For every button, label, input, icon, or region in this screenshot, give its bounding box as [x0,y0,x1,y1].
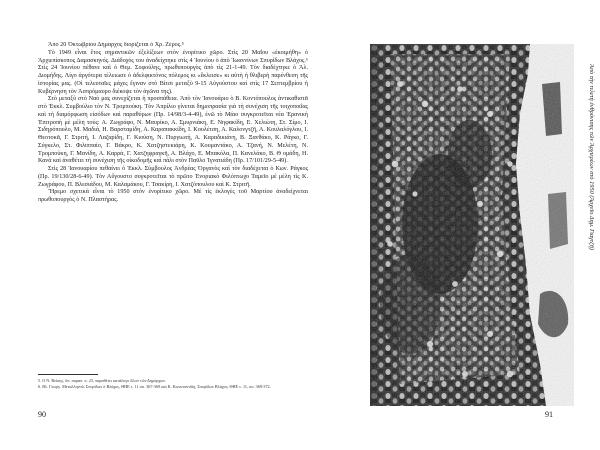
paragraph: Τὸ 1949 εἶναι ἔτος σημαντικῶν ἐξελίξεων στὸν ἐνορίτικο χῶρο. Στὶς 20 Μαΐου «ἐκοιμήθη» ὁ Ἀρχιεπίσκοπος Δαμασκηνός. Διάδοχός του ἀναδείχτηκε στὶς 4 Ἰουνίου ὁ ἀπὸ Ἰωαννίνων Σπυρίδων Βλάχος.⁶ Στὶς 24 Ἰουνίου πέθανε καὶ ὁ Θεμ. Σοφούλης, πρωθυπουργὸς ἀπὸ τὶς 21-1-49. Τὸν διαδέχτηκε ὁ Ἀλ. Διομήδης. Λίγο ἀργότερα τέλειωσε ὁ ἀδελφικτόνος πόλεμος κι «ἔκλεισε» κι αὐτὴ ἡ θλιβερὴ παρένθεση τῆς ἱστορίας μας. (Οἱ τελευταῖες μάχες ἔγιναν στὸ Βίτσι μεταξὺ 9-15 Αὐγούστου καὶ στὶς 17 Σεπτεμβρίου ἡ Κυβέρνηση τὸν Ἀσπρόμαυρο διέκοψε τὸν ἀγῶνα της). [38,49,308,95]
footnote-divider [38,374,98,375]
right-page [330,0,600,450]
paragraph: Στὸ μεταξὺ στὸ Ναὸ μας συνεχίζεται ἡ προσπάθεια. Ἀπὸ τὸν Ἰανουάριο ὁ Β. Κοντόπουλος ἀντικαθιστᾶ στὸ Ἐκκλ. Συμβούλιο τὸν Ν. Τρομπούκη. Τὸν Ἀπρίλιο γίνεται δημοπρασία γιὰ τὴ συνέχιση τῆς τοιχοποιΐας καὶ τὴ διαμόρφωση εἰσόδων καὶ παραθύρων (Πρ. 14/98/3-4-49), ἐνῶ τὸ Μάιο συγκροτεῖται νέα Ἐρανικὴ Ἐπιτροπὴ μὲ μέλη τούς: Α. Ζωγράφο, Ν. Μαυρίκο, Α. Σμυρνιάκη, Ε. Νηφακίδη, Ε. Χελιώτη, Στ. Σίμο, Ι. Σιδηρόπουλο, Μ. Μαδιά, Η. Βαρσταμίδη, Α. Καραπακκίδη, Ι. Κουλέτση, Α. Καλονγτζῆ, Α. Κουλαλόγλου, Ι. Θεοτοκᾶ, Γ. Στριτή, Ι. Λαζαρίδη, Γ. Κιούση, Ν. Πυργιωτή, Α. Καραδικιάνη, Β. Ξανθάκο, Κ. Ράγκο, Γ. Σύγκελο, Στ. Φιλιππαίο, Γ. Βάκρο, Κ. Χατζηστεκιάρη, Κ. Κουμαντάκο, Α. Τζανή, Ν. Μελέτη, Ν. Τρομπούκη, Γ. Μανίδη, Α. Καρρά, Γ. Χατζηφραγκῆ, Α. Βλάχο, Ε. Μπακόλα, Π. Κανελάκο, Β. Θ ομάδη, Η. Κανά καὶ ἀναθέτει τὴ συνέχιση τῆς οἰκοδομῆς καὶ πάλι στὸν Παῦλο Ἰγνατιάδη (Πρ. 17/101/29-5-49). [38,96,308,165]
footnote: 5. Ο Ν. Βεϊσης, ὅπ. παραπ. σ. 23, παραθέτει κατάλογο ὅλων τῶν Δημάρχων. [38,378,167,383]
paragraph: Στὶς 28 Ἰανουαρίου πεθαίνει ὁ Ἐκκλ. Σύμβουλος Ἀνδρέας Ὀργανὸς καὶ τὸν διαδέχεται ὁ Κων. Ράγκος (Πρ. 19/130/28-6-49). Τὸν Αὔγουστο συγκροτεῖται τὸ πρῶτο Ἐνοριακὸ Φιλόπτωχο Ταμεῖο μὲ μέλη τὶς Κ. Ζωγράφου, Π. Βλεσιάδου, Μ. Καλαμάκου, Γ. Τσακίρη, Ι. Χατζόπουλου καὶ Κ. Στριτῆ. [38,166,308,188]
paragraph: Ἀπὸ 20 Ὀκτωβρίου Δήμαρχος διορίζεται ὁ Χρ. Ζέρος.⁵ [48,42,184,48]
photo-caption: Ἀπὸ τὴν τελετὴ ἐνθρόνισης τῶν Ἀρχιερέων στὸ 1950 (Ἀρχεῖο Δημ. Γιαγτζῆ) [588,64,595,250]
group-photo [370,44,574,406]
footnotes [38,378,308,389]
page-number-right: 91 [545,410,553,419]
paragraph: Ἤρεμο σχετικὰ εἶναι τὸ 1950 στὸν ἐνορίτικο χῶρο. Μὲ τὶς ἐκλογὲς τοῦ Μαρτίου ἀναδείχνεται πρωθυπουργὸς ὁ Ν. Πλαστήρας. [38,189,308,203]
body-text [38,42,308,372]
footnote: 6. Βλ. Γεωργ. Μεταλληνοῦ, Σπυρίδων ὁ Βλάχος, ΘΗΕ τ. 11 σσ. 367-369 καὶ Κ. Κωνσταντίδη, Σπυρίδων Βλάχος, ΘΗΕ τ. 11, σσ. 369-372. [38,383,271,389]
page-number-left: 90 [38,410,46,419]
